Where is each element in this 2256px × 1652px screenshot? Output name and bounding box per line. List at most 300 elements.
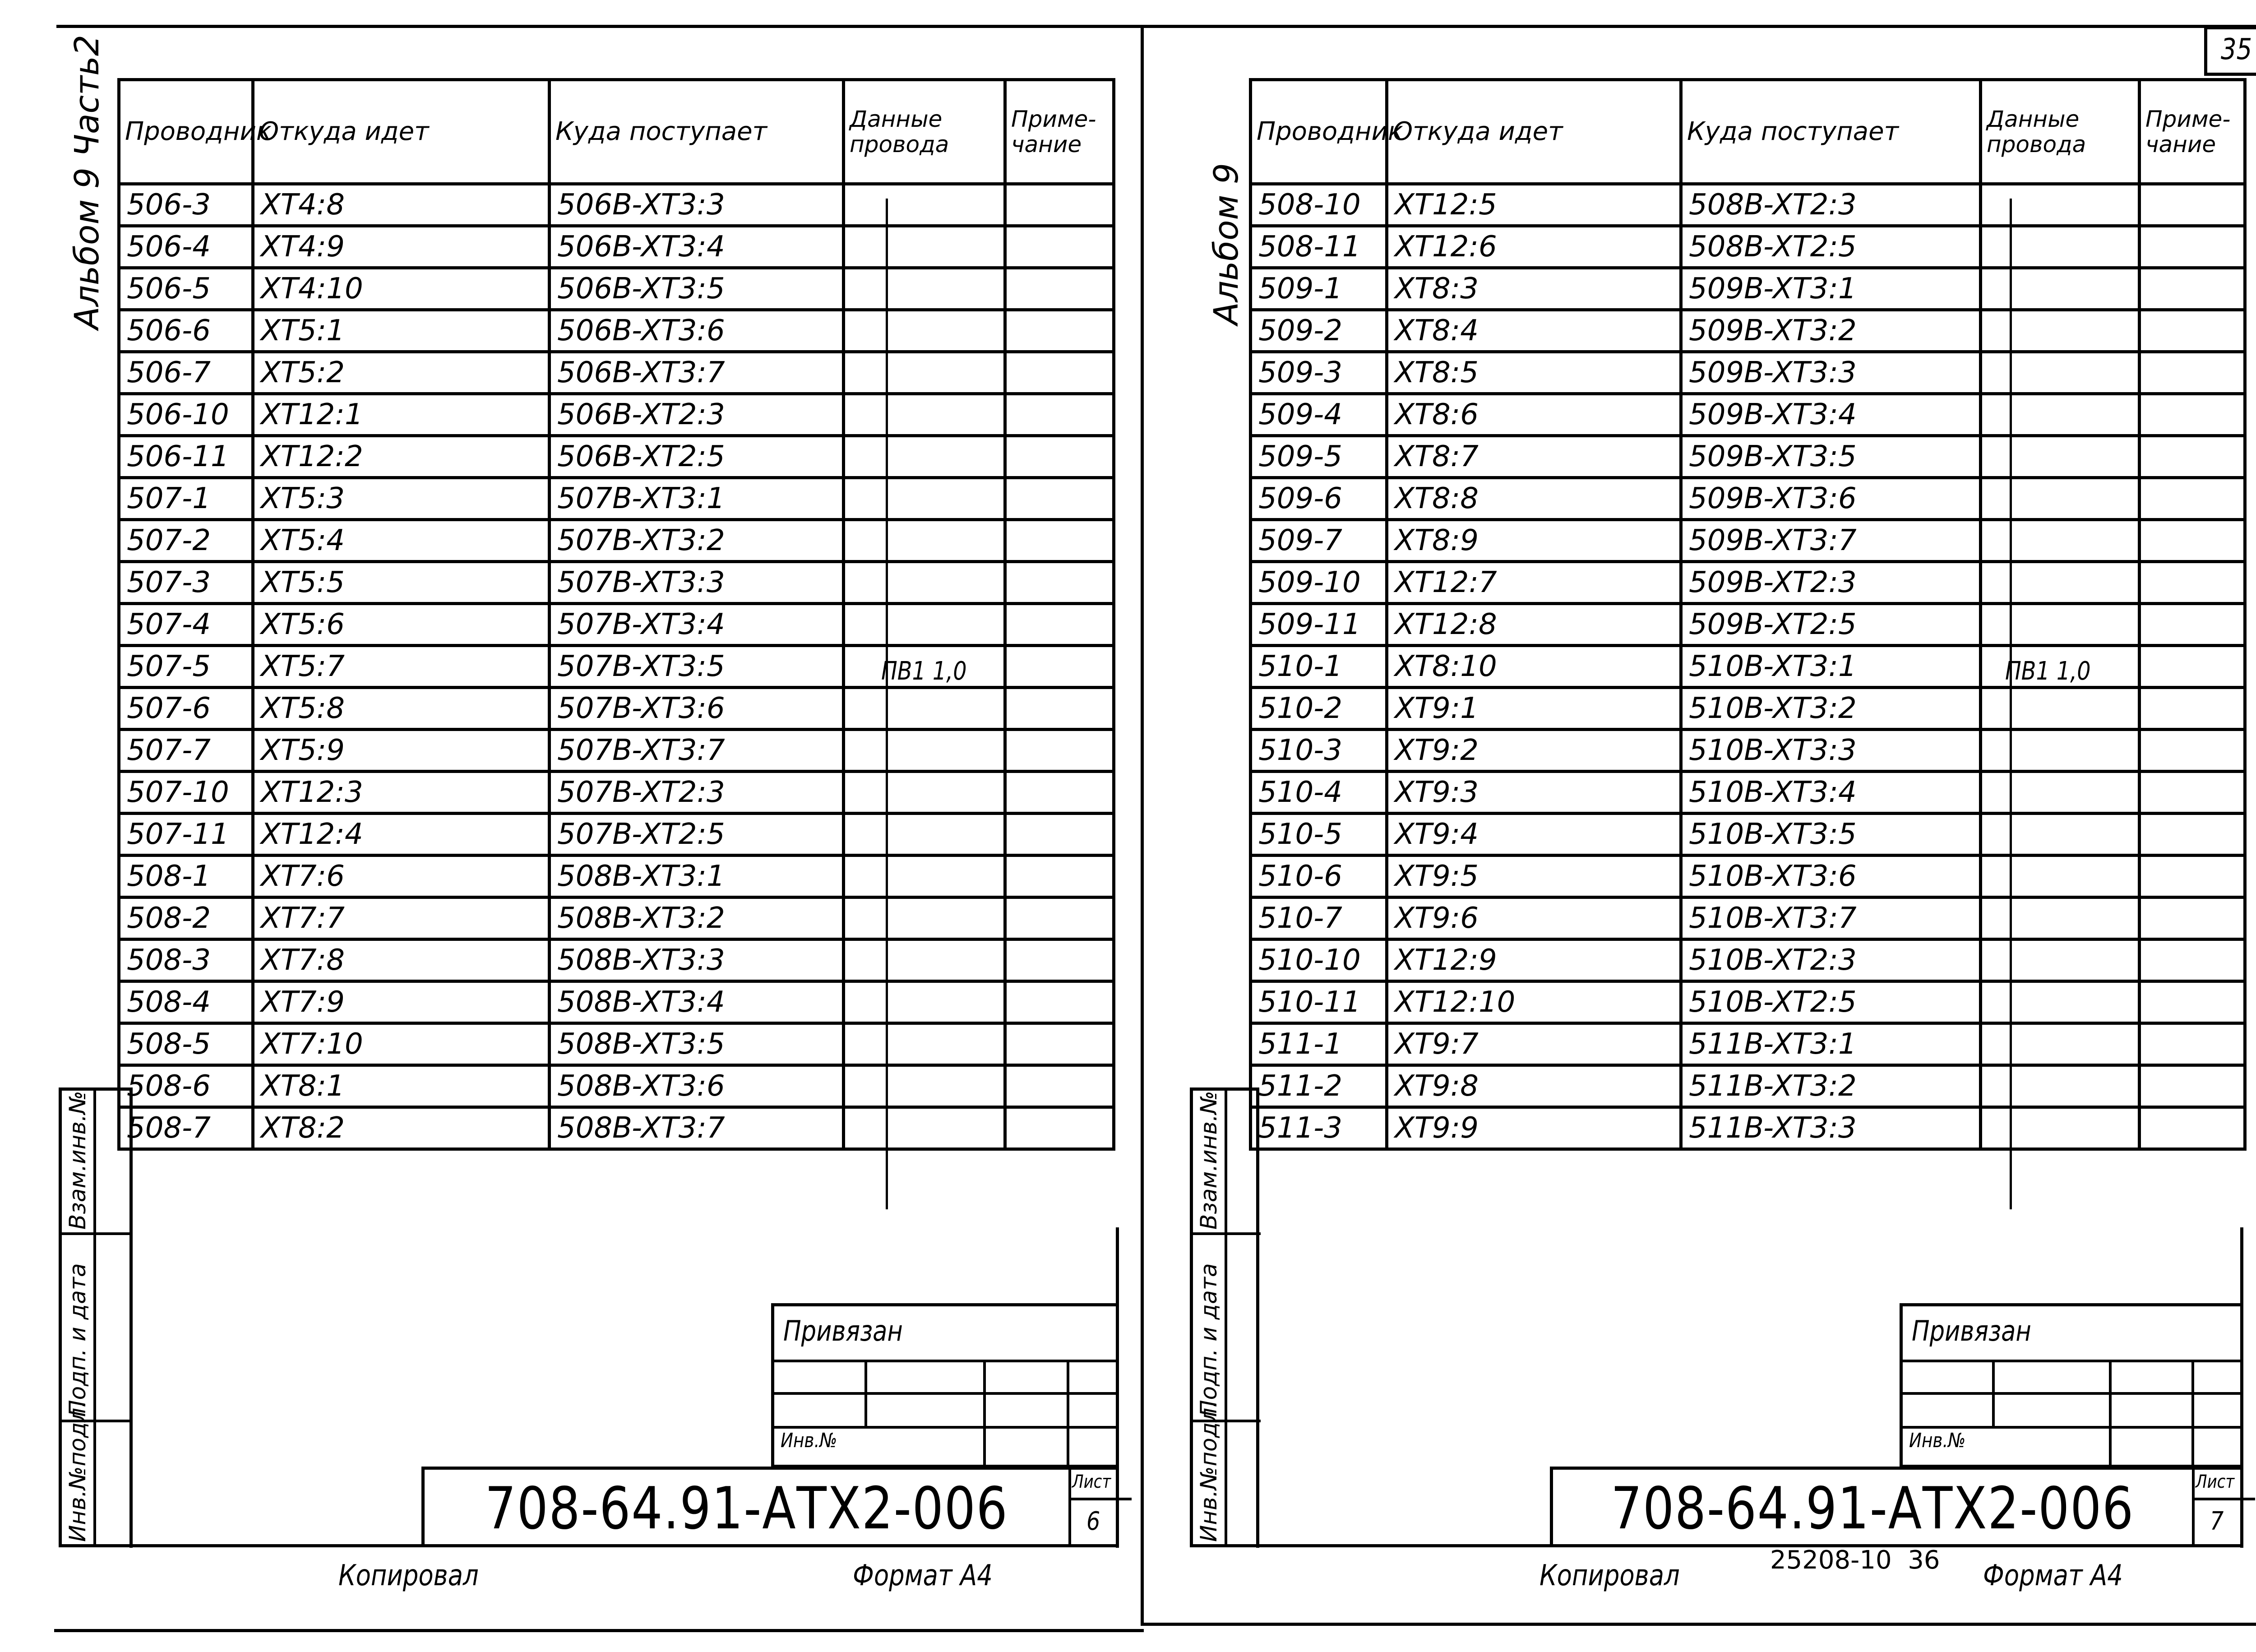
from-cell: XT7:10 — [253, 1023, 550, 1065]
from-cell: XT8:2 — [253, 1107, 550, 1149]
to-cell: 510B-XT3:2 — [1681, 688, 1981, 730]
header-from: Откуда идет — [1387, 80, 1681, 184]
to-cell: 507B-XT3:4 — [550, 604, 844, 646]
to-cell: 508B-XT3:6 — [550, 1065, 844, 1107]
sheet-number: 7 — [2210, 1507, 2224, 1536]
stamp-col-line — [1067, 1360, 1069, 1468]
table-row — [1251, 772, 2245, 814]
to-cell: 508B-XT3:5 — [550, 1023, 844, 1065]
conductor-cell: 510-11 — [1251, 981, 1387, 1023]
table-row — [119, 939, 1114, 981]
note-cell — [2140, 814, 2245, 856]
note-cell — [1005, 981, 1114, 1023]
note-cell — [2140, 352, 2245, 394]
wire-data-label: ПВ1 1,0 — [2005, 657, 2091, 686]
note-cell — [2140, 939, 2245, 981]
conductor-cell: 507-5 — [119, 646, 253, 688]
note-cell — [2140, 1107, 2245, 1149]
conductor-cell: 506-7 — [119, 352, 253, 394]
header-wire-data: Данные провода — [844, 80, 1005, 184]
note-cell — [2140, 1023, 2245, 1065]
table-row — [119, 730, 1114, 772]
to-cell: 509B-XT3:3 — [1681, 352, 1981, 394]
note-cell — [1005, 478, 1114, 520]
note-cell — [2140, 184, 2245, 226]
note-cell — [1005, 814, 1114, 856]
sheet-label: Лист — [2196, 1472, 2235, 1492]
table-row — [1251, 394, 2245, 436]
table-row — [119, 478, 1114, 520]
wire-data-cell — [1981, 1065, 2140, 1107]
note-cell — [2140, 898, 2245, 939]
conductor-cell: 510-3 — [1251, 730, 1387, 772]
table-row — [1251, 520, 2245, 562]
from-cell: XT9:1 — [1387, 688, 1681, 730]
wire-data-cell — [1981, 856, 2140, 898]
from-cell: XT9:8 — [1387, 1065, 1681, 1107]
conductor-cell: 508-4 — [119, 981, 253, 1023]
from-cell: XT8:8 — [1387, 478, 1681, 520]
table-row — [1251, 268, 2245, 310]
from-cell: XT7:7 — [253, 898, 550, 939]
album-label-left: Альбом 9 Часть2 — [68, 35, 106, 329]
to-cell: 509B-XT2:5 — [1681, 604, 1981, 646]
to-cell: 510B-XT2:3 — [1681, 939, 1981, 981]
from-cell: XT5:7 — [253, 646, 550, 688]
title-block — [421, 1467, 1119, 1547]
side-strip-label: Взам.инв.№ — [1196, 1091, 1222, 1230]
top-border-left — [56, 25, 1144, 28]
from-cell: XT5:4 — [253, 520, 550, 562]
album-label-right: Альбом 9 — [1207, 163, 1246, 325]
stamp-row-line — [1903, 1426, 2240, 1429]
strip-divider — [1225, 1091, 1227, 1547]
note-cell — [1005, 1023, 1114, 1065]
table-row — [1251, 436, 2245, 478]
table-row — [1251, 352, 2245, 394]
from-cell: XT12:1 — [253, 394, 550, 436]
header-conductor: Проводник — [119, 80, 253, 184]
strip-separator — [62, 1545, 129, 1547]
note-cell — [2140, 394, 2245, 436]
format-label: Формат А4 — [1983, 1559, 2123, 1592]
wire-data-cell — [844, 520, 1005, 562]
side-strip — [59, 1087, 133, 1547]
stamp-col-line — [2109, 1360, 2112, 1468]
from-cell: XT7:6 — [253, 856, 550, 898]
wire-data-cell — [844, 310, 1005, 352]
binding-stamp — [771, 1303, 1119, 1468]
wire-data-cell — [1981, 1023, 2140, 1065]
table-row — [1251, 1107, 2245, 1149]
grouping-brace — [886, 199, 888, 1209]
sheet-divider — [2192, 1470, 2195, 1547]
conductor-cell: 508-5 — [119, 1023, 253, 1065]
header-conductor: Проводник — [1251, 80, 1387, 184]
header-wire-data: Данные провода — [1981, 80, 2140, 184]
note-cell — [1005, 310, 1114, 352]
right-sheet-wire-table — [1249, 78, 2247, 1151]
conductor-cell: 507-3 — [119, 562, 253, 604]
from-cell: XT9:7 — [1387, 1023, 1681, 1065]
note-cell — [2140, 310, 2245, 352]
header-row — [1251, 80, 2245, 184]
to-cell: 506B-XT3:7 — [550, 352, 844, 394]
wire-data-cell — [1981, 898, 2140, 939]
wire-data-cell — [844, 1023, 1005, 1065]
to-cell: 508B-XT3:2 — [550, 898, 844, 939]
header-to: Куда поступает — [550, 80, 844, 184]
top-border-right — [1144, 25, 2256, 28]
to-cell: 511B-XT3:2 — [1681, 1065, 1981, 1107]
inv-label: Инв.№ — [1909, 1429, 1966, 1452]
to-cell: 507B-XT3:7 — [550, 730, 844, 772]
to-cell: 508B-XT3:3 — [550, 939, 844, 981]
table-row — [1251, 856, 2245, 898]
strip-separator — [62, 1232, 129, 1235]
note-cell — [2140, 562, 2245, 604]
table-row — [119, 520, 1114, 562]
from-cell: XT5:1 — [253, 310, 550, 352]
from-cell: XT5:5 — [253, 562, 550, 604]
wire-data-cell — [1981, 436, 2140, 478]
wire-data-cell — [1981, 478, 2140, 520]
stamp-row-line — [774, 1426, 1116, 1429]
to-cell: 509B-XT3:2 — [1681, 310, 1981, 352]
wire-data-cell — [844, 268, 1005, 310]
header-to: Куда поступает — [1681, 80, 1981, 184]
to-cell: 510B-XT3:3 — [1681, 730, 1981, 772]
conductor-cell: 507-6 — [119, 688, 253, 730]
to-cell: 510B-XT3:5 — [1681, 814, 1981, 856]
to-cell: 507B-XT2:3 — [550, 772, 844, 814]
note-cell — [2140, 646, 2245, 688]
conductor-cell: 510-1 — [1251, 646, 1387, 688]
wire-data-cell — [844, 730, 1005, 772]
side-strip — [1190, 1087, 1259, 1547]
table-row — [1251, 184, 2245, 226]
wire-data-cell — [844, 939, 1005, 981]
wire-data-cell — [1981, 184, 2140, 226]
conductor-cell: 507-2 — [119, 520, 253, 562]
from-cell: XT7:8 — [253, 939, 550, 981]
to-cell: 507B-XT3:5 — [550, 646, 844, 688]
note-cell — [1005, 688, 1114, 730]
note-cell — [1005, 394, 1114, 436]
note-cell — [1005, 898, 1114, 939]
print-code: 25208-10 36 — [1770, 1546, 1940, 1575]
to-cell: 506B-XT3:4 — [550, 226, 844, 268]
wire-data-cell — [844, 226, 1005, 268]
conductor-cell: 508-10 — [1251, 184, 1387, 226]
wire-data-cell — [844, 1065, 1005, 1107]
conductor-cell: 507-7 — [119, 730, 253, 772]
from-cell: XT8:4 — [1387, 310, 1681, 352]
conductor-cell: 509-4 — [1251, 394, 1387, 436]
wire-data-label: ПВ1 1,0 — [881, 657, 967, 686]
wire-data-cell — [844, 604, 1005, 646]
table-row — [119, 772, 1114, 814]
conductor-cell: 509-5 — [1251, 436, 1387, 478]
from-cell: XT8:1 — [253, 1065, 550, 1107]
conductor-cell: 507-1 — [119, 478, 253, 520]
conductor-cell: 509-6 — [1251, 478, 1387, 520]
format-label: Формат А4 — [853, 1559, 993, 1592]
stamp-col-line — [1992, 1360, 1995, 1427]
to-cell: 507B-XT3:6 — [550, 688, 844, 730]
wire-data-cell — [1981, 352, 2140, 394]
conductor-cell: 510-6 — [1251, 856, 1387, 898]
sheet-label: Лист — [1072, 1472, 1111, 1492]
conductor-cell: 510-7 — [1251, 898, 1387, 939]
page-number-box — [2204, 26, 2256, 76]
note-cell — [1005, 856, 1114, 898]
header-from: Откуда идет — [253, 80, 550, 184]
conductor-cell: 507-10 — [119, 772, 253, 814]
wire-data-cell — [1981, 939, 2140, 981]
copied-label: Копировал — [338, 1559, 479, 1592]
sheet-number: 6 — [1086, 1507, 1100, 1536]
conductor-cell: 506-10 — [119, 394, 253, 436]
note-cell — [1005, 646, 1114, 688]
note-cell — [1005, 184, 1114, 226]
to-cell: 508B-XT3:4 — [550, 981, 844, 1023]
wire-data-cell — [1981, 394, 2140, 436]
side-strip-label: Инв.№подл. — [65, 1400, 91, 1542]
table-row — [1251, 478, 2245, 520]
wire-data-cell — [844, 981, 1005, 1023]
inv-label: Инв.№ — [781, 1429, 837, 1452]
wire-data-cell — [1981, 268, 2140, 310]
stamp-col-line — [864, 1360, 867, 1427]
stamp-row-line — [774, 1392, 1116, 1395]
bottom-border-left — [54, 1629, 1144, 1632]
from-cell: XT12:5 — [1387, 184, 1681, 226]
note-cell — [1005, 226, 1114, 268]
table-row — [119, 1107, 1114, 1149]
sheet-divider — [1068, 1470, 1071, 1547]
from-cell: XT5:2 — [253, 352, 550, 394]
table-row — [119, 898, 1114, 939]
wire-data-cell — [1981, 772, 2140, 814]
to-cell: 506B-XT3:3 — [550, 184, 844, 226]
wire-data-cell — [844, 562, 1005, 604]
to-cell: 507B-XT3:2 — [550, 520, 844, 562]
table-row — [119, 1023, 1114, 1065]
to-cell: 508B-XT2:3 — [1681, 184, 1981, 226]
note-cell — [1005, 520, 1114, 562]
to-cell: 508B-XT3:7 — [550, 1107, 844, 1149]
conductor-cell: 508-6 — [119, 1065, 253, 1107]
table-row — [119, 310, 1114, 352]
stamp-col-line — [983, 1360, 986, 1468]
to-cell: 510B-XT3:1 — [1681, 646, 1981, 688]
from-cell: XT9:9 — [1387, 1107, 1681, 1149]
note-cell — [1005, 436, 1114, 478]
stamp-label: Привязан — [783, 1314, 903, 1347]
conductor-cell: 506-4 — [119, 226, 253, 268]
to-cell: 510B-XT2:5 — [1681, 981, 1981, 1023]
note-cell — [2140, 268, 2245, 310]
stamp-col-line — [2191, 1360, 2194, 1468]
wire-data-cell — [1981, 1107, 2140, 1149]
to-cell: 509B-XT3:7 — [1681, 520, 1981, 562]
stamp-row-line — [1903, 1360, 2240, 1362]
wire-data-cell — [844, 814, 1005, 856]
note-cell — [1005, 268, 1114, 310]
table-row — [1251, 939, 2245, 981]
conductor-cell: 509-1 — [1251, 268, 1387, 310]
table-row — [1251, 604, 2245, 646]
to-cell: 511B-XT3:1 — [1681, 1023, 1981, 1065]
wire-data-cell — [844, 352, 1005, 394]
table-row — [119, 226, 1114, 268]
table-row — [1251, 310, 2245, 352]
from-cell: XT8:6 — [1387, 394, 1681, 436]
side-strip-label: Инв.№подл. — [1196, 1400, 1222, 1542]
conductor-cell: 507-4 — [119, 604, 253, 646]
from-cell: XT8:10 — [1387, 646, 1681, 688]
to-cell: 510B-XT3:4 — [1681, 772, 1981, 814]
table-row — [1251, 688, 2245, 730]
from-cell: XT12:9 — [1387, 939, 1681, 981]
note-cell — [1005, 730, 1114, 772]
from-cell: XT5:3 — [253, 478, 550, 520]
from-cell: XT5:6 — [253, 604, 550, 646]
conductor-cell: 506-6 — [119, 310, 253, 352]
from-cell: XT9:3 — [1387, 772, 1681, 814]
table-row — [1251, 646, 2245, 688]
note-cell — [2140, 436, 2245, 478]
conductor-cell: 509-3 — [1251, 352, 1387, 394]
conductor-cell: 508-7 — [119, 1107, 253, 1149]
conductor-cell: 509-2 — [1251, 310, 1387, 352]
binding-stamp — [1900, 1303, 2243, 1468]
to-cell: 511B-XT3:3 — [1681, 1107, 1981, 1149]
strip-separator — [1193, 1545, 1261, 1547]
conductor-cell: 507-11 — [119, 814, 253, 856]
table-row — [1251, 898, 2245, 939]
to-cell: 509B-XT3:1 — [1681, 268, 1981, 310]
wire-data-cell — [1981, 520, 2140, 562]
strip-divider — [93, 1091, 96, 1547]
to-cell: 509B-XT3:6 — [1681, 478, 1981, 520]
sheet-divider-h — [1068, 1498, 1132, 1500]
header-note: Приме-чание — [1005, 80, 1114, 184]
conductor-cell: 509-10 — [1251, 562, 1387, 604]
from-cell: XT7:9 — [253, 981, 550, 1023]
to-cell: 507B-XT3:3 — [550, 562, 844, 604]
conductor-cell: 510-10 — [1251, 939, 1387, 981]
table-row — [119, 1065, 1114, 1107]
from-cell: XT5:8 — [253, 688, 550, 730]
bottom-border-right — [1144, 1623, 2256, 1626]
note-cell — [2140, 1065, 2245, 1107]
strip-separator — [1193, 1232, 1261, 1235]
title-block — [1550, 1467, 2243, 1547]
from-cell: XT4:9 — [253, 226, 550, 268]
table-row — [119, 268, 1114, 310]
note-cell — [2140, 604, 2245, 646]
document-code: 708-64.91-АТХ2-006 — [1611, 1475, 2134, 1542]
table-row — [119, 981, 1114, 1023]
wire-data-cell — [1981, 814, 2140, 856]
from-cell: XT8:9 — [1387, 520, 1681, 562]
grouping-brace — [2010, 199, 2012, 1209]
from-cell: XT12:3 — [253, 772, 550, 814]
conductor-cell: 508-3 — [119, 939, 253, 981]
from-cell: XT12:6 — [1387, 226, 1681, 268]
note-cell — [2140, 856, 2245, 898]
from-cell: XT12:4 — [253, 814, 550, 856]
from-cell: XT12:2 — [253, 436, 550, 478]
sheet-divider-h — [2192, 1498, 2255, 1500]
to-cell: 507B-XT3:1 — [550, 478, 844, 520]
table-row — [119, 184, 1114, 226]
from-cell: XT5:9 — [253, 730, 550, 772]
from-cell: XT4:8 — [253, 184, 550, 226]
note-cell — [2140, 226, 2245, 268]
from-cell: XT8:5 — [1387, 352, 1681, 394]
wire-data-cell — [1981, 730, 2140, 772]
to-cell: 506B-XT3:6 — [550, 310, 844, 352]
note-cell — [1005, 772, 1114, 814]
header-note: Приме-чание — [2140, 80, 2245, 184]
from-cell: XT9:2 — [1387, 730, 1681, 772]
table-row — [119, 604, 1114, 646]
note-cell — [1005, 1065, 1114, 1107]
from-cell: XT8:3 — [1387, 268, 1681, 310]
wire-data-cell — [844, 184, 1005, 226]
note-cell — [1005, 1107, 1114, 1149]
center-divider — [1141, 25, 1144, 1626]
wire-data-cell — [844, 436, 1005, 478]
note-cell — [2140, 478, 2245, 520]
table-row — [119, 394, 1114, 436]
to-cell: 506B-XT3:5 — [550, 268, 844, 310]
table-row — [119, 562, 1114, 604]
table-row — [1251, 730, 2245, 772]
conductor-cell: 508-11 — [1251, 226, 1387, 268]
note-cell — [2140, 730, 2245, 772]
to-cell: 506B-XT2:5 — [550, 436, 844, 478]
note-cell — [1005, 562, 1114, 604]
wire-data-cell — [844, 478, 1005, 520]
to-cell: 509B-XT3:4 — [1681, 394, 1981, 436]
side-strip-label: Подп. и дата — [65, 1263, 91, 1417]
stamp-label: Привязан — [1912, 1314, 2031, 1347]
wire-data-cell — [1981, 604, 2140, 646]
wire-data-cell — [844, 898, 1005, 939]
conductor-cell: 509-7 — [1251, 520, 1387, 562]
conductor-cell: 510-5 — [1251, 814, 1387, 856]
to-cell: 506B-XT2:3 — [550, 394, 844, 436]
from-cell: XT8:7 — [1387, 436, 1681, 478]
to-cell: 508B-XT2:5 — [1681, 226, 1981, 268]
to-cell: 509B-XT3:5 — [1681, 436, 1981, 478]
to-cell: 508B-XT3:1 — [550, 856, 844, 898]
page-number: 35 — [2221, 33, 2252, 66]
wire-data-cell — [844, 1107, 1005, 1149]
conductor-cell: 510-2 — [1251, 688, 1387, 730]
side-strip-label: Подп. и дата — [1196, 1263, 1222, 1417]
stamp-row-line — [774, 1360, 1116, 1362]
conductor-cell: 511-3 — [1251, 1107, 1387, 1149]
conductor-cell: 506-3 — [119, 184, 253, 226]
side-strip-label: Взам.инв.№ — [65, 1091, 91, 1230]
to-cell: 509B-XT2:3 — [1681, 562, 1981, 604]
note-cell — [1005, 939, 1114, 981]
